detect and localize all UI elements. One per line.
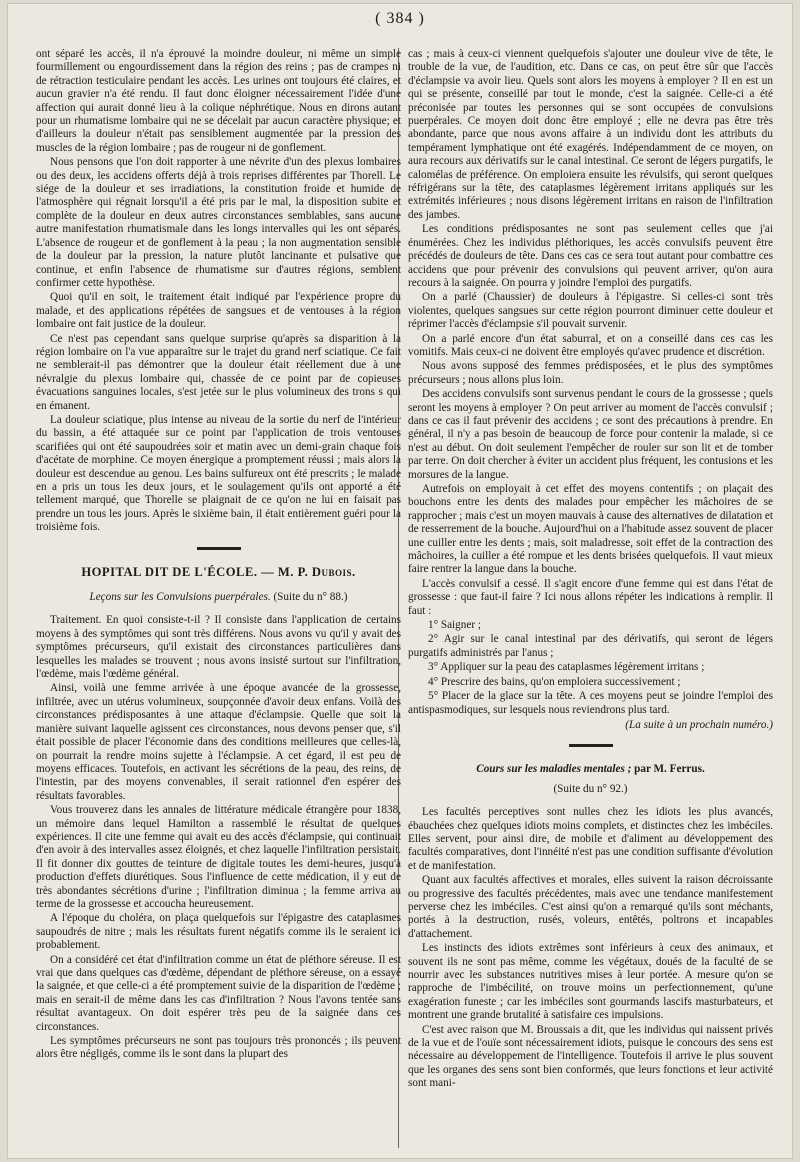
paragraph: Nous avons supposé des femmes prédisposées, et le plus des symptômes précurseurs ; nous allons plus loin. [408,360,773,386]
section-separator [197,547,241,550]
section-heading-text: HOPITAL DIT DE L'ÉCOLE. — M. P. [81,564,312,579]
list-item: 5° Placer de la glace sur la tête. A ces moyens peut se joindre l'emploi des antispasmodiques, sur lesquels nous reviendrons plus tard. [408,690,773,716]
paragraph: C'est avec raison que M. Broussais a dit, que les individus qui naissent privés de la vue et de l'ouïe sont nécessairement idiots, puisque le concours des sens est nécessaire au développement de l'intelligence. Toutefois il arrive le plus souvent que les organes des sens sont bien conformés, que leurs fonctions et leur activité sont mani- [408,1023,773,1090]
paragraph: Ce n'est pas cependant sans quelque surprise qu'après sa disparition à la région lombaire on l'a vue apparaître sur le trajet du grand nerf sciatique. Ce fait ne semblerait-il pas démontrer que la douleur était réellement due à une névralgie du plexus lombaire qui, chassée de ce point par de copieuses évacuations sanguines locales, s'est jetée sur le plus volumineux des trons s qui en émanent. [36,332,401,412]
paragraph: cas ; mais à ceux-ci viennent quelquefois s'ajouter une douleur vive de tête, le trouble de la vue, de l'audition, etc. Dans ce cas, on peut être sûr que l'accès d'éclampsie va avoir lieu. Quels sont alors les moyens à employer ? Il en est un qui se présente, conseillé par tout le monde, c'est la saignée. Celle-ci a été préconisée par toutes les personnes qui se sont occupées de convulsions puerpérales. Ce moyen doit donc être employé ; elle ne devra pas être très abondante, parce que nous avons affaire à un individu dont les attributs du tempérament lymphatique ont été exagérés. Indépendamment de ce moyen, on aura recours aux dérivatifs sur le canal intestinal. Ce seront de légers purgatifs, le calomélas de préférence. On emploiera ensuite les révulsifs, qui seront quelques réfrigérans sur la tête, des cataplasmes légèrement irritans appliqués sur les extrémités inférieures ; nous disons légèrement irritans en raison de l'infiltration des jambes. [408,48,773,221]
section-separator [569,744,613,747]
section-heading [36,566,401,579]
paragraph: On a parlé encore d'un état saburral, et on a conseillé dans ces cas les vomitifs. Mais ceux-ci ne doivent être employés qu'avec prudence et discrétion. [408,332,773,358]
lecture-title: Leçons sur les Convulsions puerpérales. [89,591,271,604]
paragraph: L'accès convulsif a cessé. Il s'agit encore d'une femme qui est dans l'état de grossesse : que faut-il faire ? Ici nous allons répéter les indications à remplir. Il faut : [408,577,773,617]
left-column [36,48,401,1063]
course-author: par M. Ferrus. [631,763,705,776]
list-item: 1° Saigner ; [428,619,481,632]
list-item: 3° Appliquer sur la peau des cataplasmes légèrement irritans ; [428,661,705,674]
list-item: 4° Prescrire des bains, qu'on emploiera successivement ; [428,675,681,688]
page-number: ( 384 ) [375,10,425,27]
paragraph: Traitement. En quoi consiste-t-il ? Il consiste dans l'application de certains moyens à des symptômes qui sont très différens. Nous avons vu qu'il y avait des symptômes précurseurs, qu'il existait des circonstances particulières dans lesquelles les malades se trouvent ; nous avons insisté surtout sur l'infiltration, l'œdème, mais l'œdème général. [36,614,401,681]
paragraph: Les instincts des idiots extrêmes sont inférieurs à ceux des animaux, et souvent ils ne sont pas même, comme les végétaux, doués de la faculté de se nourrir avec les substances nutritives mises à leur portée. A mesure qu'on se rapproche de l'imbécilité, on trouve moins un perfectionnement, qu'une exagération funeste ; car les imbéciles sont gourmands lascifs masturbateurs, et montrent une grande brutalité à satisfaire ces impulsions. [408,942,773,1022]
paragraph: Ainsi, voilà une femme arrivée à une époque avancée de la grossesse, infiltrée, avec un utérus volumineux, soupçonnée d'avoir deux enfans. Voilà des circonstances prédisposantes à une attaque d'éclampsie. Quelle que soit la manière suivant laquelle agissent ces circonstances, nous devons penser que, s'il était possible de placer l'économie dans des conditions meilleures que celles-là, on pourrait la rendre moins sujette à l'éclampsie. A cet égard, il est peu de moyens efficaces. Toutefois, en activant les sécrétions de la peau, des reins, de l'intestin, par des moyens convenables, il serait rationnel d'en espérer des résultats favorables. [36,682,401,802]
paragraph: La douleur sciatique, plus intense au niveau de la sortie du nerf de l'intérieur du bassin, a été attaquée sur ce point par l'application de trois ventouses scarifiées qui ont été saupoudrées soir et matin avec un demi-grain chaque fois d'acétate de morphine. Ce moyen énergique a promptement réussi ; mais alors la douleur est descendue au genou. Les bains sulfureux ont été prescrits ; le malade en a pris un tous les deux jours, et le soulagement qu'ils ont apporté a été tellement marqué, que Thorelle se plaignait de ce qu'on ne lui en faisait pas prendre un tous les jours. Après le sixième bain, il était entièrement guéri pour la troisième fois. [36,413,401,534]
course-title: Cours sur les maladies mentales ; [476,763,632,776]
paragraph: Des accidens convulsifs sont survenus pendant le cours de la grossesse ; quels seront les moyens à employer ? On peut arriver au moment de l'accès convulsif ; dans ce cas il faut prévenir des accidens ; ce sont des précautions à prendre. En général, il n'y a pas besoin de beaucoup de force pour contenir la malade, si ce n'est au début. On doit seulement l'empêcher de rouler sur son lit et de tomber par terre. On doit chercher à éviter un accident plus fréquent, les contusions et les morsures de la langue. [408,388,773,481]
paragraph: Autrefois on employait à cet effet des moyens contentifs ; on plaçait des bouchons entre les dents des malades pour empêcher les mâchoires de se rapprocher ; mais c'est un moyen mauvais à cause des alternatives de dilatation et de resserrement de la bouche. Aujourd'hui on a l'habitude assez souvent de placer une cuiller entre les dents ; mais, soit maladresse, soit effet de la contraction des mâchoires, la cuiller a été rompue et les dents brisées quelquefois. Il vaut mieux faire rentrer la langue dans la bouche. [408,483,773,576]
paragraph: On a considéré cet état d'infiltration comme un état de pléthore séreuse. Il est vrai que dans quelques cas d'œdème, dépendant de pléthore séreuse, on a essayé la saignée, et que celle-ci a été promptement suivie de la disparition de l'œdème ; mais en serait-il de même dans les cas d'infiltration ? Nous l'avons tentée sans résultat avantageux. On doit espérer très peu de la saignée dans ces circonstances. [36,953,401,1033]
paragraph: A l'époque du choléra, on plaça quelquefois sur l'épigastre des cataplasmes saupoudrés de nitre ; mais les résultats furent négatifs comme ils le seraient ici probablement. [36,912,401,952]
course-heading [408,763,773,776]
paragraph: Vous trouverez dans les annales de littérature médicale étrangère pour 1838, un mémoire dans lequel Hamilton a rassemblé le résultat de quelques expériences. Il cite une femme qui avait eu des accès d'éclampsie, qui continuait d'en avoir à des intervalles assez éloignés, et chez laquelle l'infiltration persistait. Il fit donner dix gouttes de teinture de digitale toutes les demi-heures, jusqu'à production d'effets diurétiques. Sous l'influence de cette médication, il y eut de très abondantes sécrétions d'urine ; l'infiltration diminua ; la femme arriva au terme de la grossesse et accoucha heureusement. [36,804,401,910]
paragraph: Nous pensons que l'on doit rapporter à une névrite d'un des plexus lombaires ou des deux, les accidens offerts déjà à trois reprises différentes par Thorell. Le siége de la douleur et ses irradiations, la constitution froide et humide de l'atmosphère qui régnait lorsqu'il a été pris par le mal, la disposition subite et complète de la douleur en deux autres circonstances semblables, sans aucune autre manifestation rhumatismale dans les longs intervalles qui les ont séparés. L'absence de rougeur et de gonflement à la peau ; la non augmentation sensible de la douleur par la pression, la nature plutôt lancinante et pulsative que continue, et enfin l'absence de rhumatisme sur d'autres régions, semblent confirmer cette hypothèse. [36,156,401,289]
lecture-subtitle [36,591,401,604]
course-suite: (Suite du n° 92.) [553,782,628,795]
section-heading-author: Dubois. [311,564,356,579]
indications-list [408,619,773,717]
paragraph: Les conditions prédisposantes ne sont pas seulement celles que j'ai énumérées. Chez les individus pléthoriques, les accès convulsifs peuvent être précédés de douleurs de tête. Dans ces cas ce sera tout autant pour combattre ces accidens que pour prévenir des convulsions qui peuvent arriver, qu'on aura recours à la saignée. On pourra y joindre l'emploi des purgatifs. [408,223,773,289]
document-page [8,4,792,1158]
right-column [408,48,773,1092]
paragraph: On a parlé (Chaussier) de douleurs à l'épigastre. Si celles-ci sont très violentes, quelques sangsues sur cette région pourront diminuer cette douleur et réprimer l'accès d'éclampsie s'il pouvait survenir. [408,291,773,331]
paragraph: Quoi qu'il en soit, le traitement était indiqué par l'expérience propre du malade, et des applications répétées de sangsues et de ventouses à la région lombaire ont fait justice de la douleur. [36,291,401,331]
to-be-continued: (La suite à un prochain numéro.) [625,718,773,731]
paragraph: ont séparé les accès, il n'a éprouvé la moindre douleur, ni même un simple fourmillement ou engourdissement dans la région des reins ; pas de crampes ni de rétraction testiculaire pendant les accès. Les urines ont toujours été claires, et aucun gravier n'a été rendu. Il faut donc éloigner nécessairement l'idée d'une affection qui aurait donné lieu à la colique néphrétique. Nous en dirons autant pour un rhumatisme lombaire qui ne se décelait par aucun caractère physique; et d'ailleurs la douleur n'était pas sensiblement augmentée par la pression des muscles de la région lombaire ; pas de rougeur ni de gonflement. [36,48,401,154]
paragraph: Les symptômes précurseurs ne sont pas toujours très prononcés ; ils peuvent alors être négligés, comme ils le sont dans la plupart des [36,1035,401,1061]
list-item: 2° Agir sur le canal intestinal par des dérivatifs, qui seront de légers purgatifs administrés par l'anus ; [408,633,773,659]
paragraph: Les facultés perceptives sont nulles chez les idiots les plus avancés, ébauchées chez quelques idiots moins complets, et distinctes chez les imbéciles. Elles servent, pour ainsi dire, de mobile et d'aliment au développement des facultés comparatives, dont l'innéité n'est pas une condition suffisante d'évolution et de manifestation. [408,806,773,872]
lecture-suite: (Suite du n° 88.) [270,591,348,604]
paragraph: Quant aux facultés affectives et morales, elles suivent la raison décroissante ou progressive des facultés précédentes, mais avec une tendance manifestement perverse chez les imbéciles. C'est ainsi qu'on a remarqué qu'ils sont méchants, portés à la destruction, rusés, voleurs, entêtés, poltrons et incapables d'attachement. [408,874,773,940]
